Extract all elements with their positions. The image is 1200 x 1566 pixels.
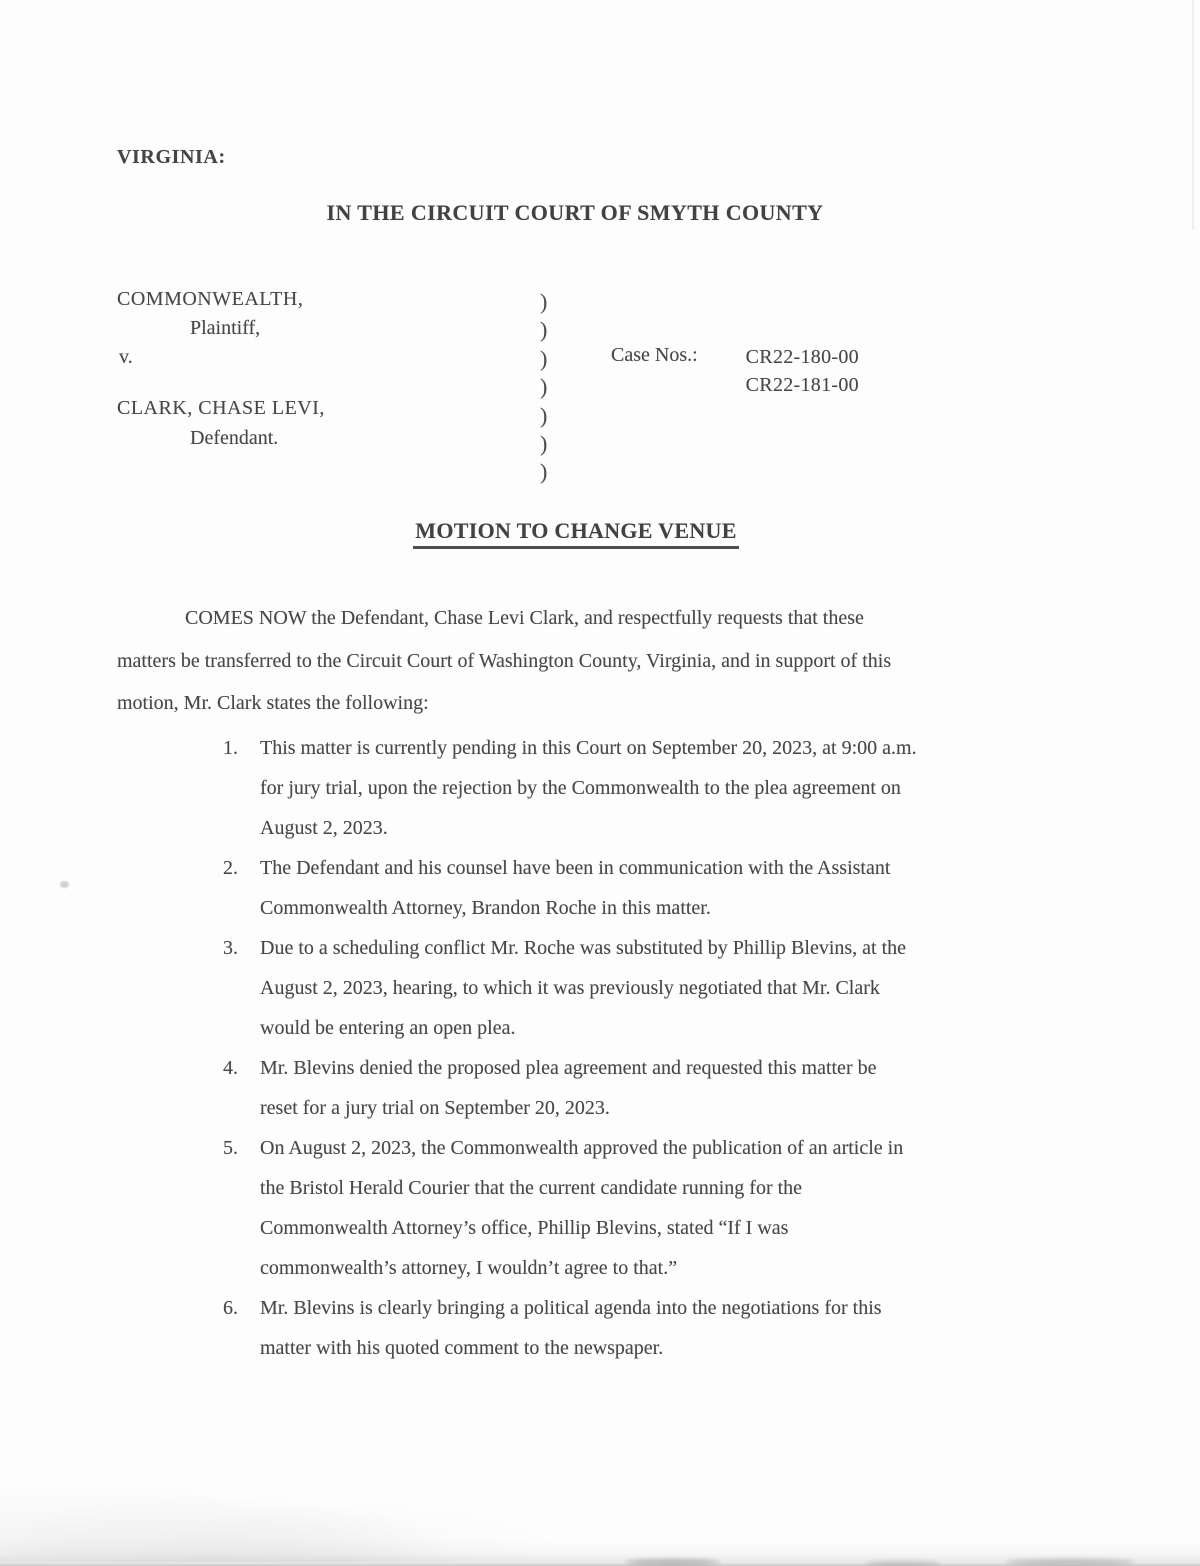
item-number: 5.	[223, 1136, 238, 1159]
item-line: The Defendant and his counsel have been in communication with the Assistant	[260, 856, 891, 879]
list-item-3	[223, 928, 1042, 1048]
defendant-role: Defendant.	[190, 427, 279, 449]
defendant-name: CLARK, CHASE LEVI,	[117, 397, 325, 419]
versus-label: v.	[119, 346, 133, 368]
item-text	[260, 848, 890, 928]
scan-smudge-artifact	[865, 1561, 940, 1566]
paragraph-line: motion, Mr. Clark states the following:	[117, 692, 429, 714]
motion-title: MOTION TO CHANGE VENUE	[413, 518, 738, 549]
caption-paren: )	[540, 402, 548, 428]
list-item-6	[223, 1288, 1042, 1368]
case-numbers-list	[746, 344, 859, 399]
list-item-1	[223, 728, 1042, 848]
case-caption	[117, 286, 1017, 496]
item-line: Due to a scheduling conflict Mr. Roche was substituted by Phillip Blevins, at the	[260, 936, 907, 959]
item-line: On August 2, 2023, the Commonwealth approved the publication of an article in	[260, 1136, 904, 1159]
scan-smudge-artifact	[1005, 1559, 1135, 1565]
item-line: This matter is currently pending in this Court on September 20, 2023, at 9:00 a.m.	[260, 736, 917, 759]
scan-speck-artifact	[60, 881, 69, 888]
item-line: Commonwealth Attorney’s office, Phillip Blevins, stated “If I was	[260, 1216, 789, 1239]
caption-paren-column	[540, 288, 547, 487]
case-number: CR22-181-00	[745, 373, 859, 396]
case-numbers-block	[611, 344, 859, 399]
caption-paren: )	[540, 345, 548, 371]
paragraph-line: COMES NOW the Defendant, Chase Levi Clark, and respectfully requests that these	[185, 607, 864, 629]
item-line: for jury trial, upon the rejection by the Commonwealth to the plea agreement on	[260, 776, 901, 799]
item-number: 2.	[223, 856, 238, 879]
item-line: Mr. Blevins is clearly bringing a political agenda into the negotiations for this	[260, 1296, 882, 1319]
item-number: 1.	[223, 736, 238, 759]
motion-body	[117, 597, 1042, 1368]
item-number: 3.	[223, 936, 238, 959]
item-line: would be entering an open plea.	[260, 1016, 516, 1039]
paragraph-line: matters be transferred to the Circuit Court of Washington County, Virginia, and in support of this	[117, 649, 892, 672]
scan-smudge-artifact	[625, 1559, 720, 1565]
item-number: 4.	[223, 1056, 238, 1079]
item-text	[260, 928, 906, 1048]
item-line: the Bristol Herald Courier that the current candidate running for the	[260, 1176, 803, 1199]
numbered-allegations-list	[117, 728, 1042, 1368]
item-line: August 2, 2023.	[260, 816, 388, 839]
list-item-4	[223, 1048, 1042, 1128]
item-line: matter with his quoted comment to the newspaper.	[260, 1336, 664, 1359]
item-text	[260, 728, 917, 848]
plaintiff-role: Plaintiff,	[190, 317, 261, 339]
item-line: commonwealth’s attorney, I wouldn’t agree to that.”	[260, 1256, 678, 1279]
case-number: CR22-180-00	[745, 346, 859, 368]
item-line: August 2, 2023, hearing, to which it was previously negotiated that Mr. Clark	[260, 976, 880, 999]
item-text	[260, 1128, 903, 1288]
item-line: reset for a jury trial on September 20, 2023.	[260, 1096, 610, 1119]
caption-paren: )	[540, 317, 548, 343]
opening-paragraph	[117, 597, 1042, 725]
state-header: VIRGINIA:	[117, 146, 226, 168]
caption-paren: )	[540, 374, 548, 400]
item-line: Commonwealth Attorney, Brandon Roche in this matter.	[260, 896, 711, 919]
caption-paren: )	[540, 459, 548, 485]
item-line: Mr. Blevins denied the proposed plea agreement and requested this matter be	[260, 1056, 877, 1079]
item-text	[260, 1288, 882, 1368]
caption-paren: )	[540, 289, 548, 314]
list-item-5	[223, 1128, 1042, 1288]
caption-paren: )	[540, 430, 548, 456]
case-numbers-label: Case Nos.:	[611, 344, 698, 366]
court-title: IN THE CIRCUIT COURT OF SMYTH COUNTY	[326, 200, 824, 225]
plaintiff-name: COMMONWEALTH,	[117, 288, 304, 310]
item-text	[260, 1048, 876, 1128]
list-item-2	[223, 848, 1042, 928]
item-number: 6.	[223, 1296, 238, 1319]
motion-title-row	[0, 518, 1152, 549]
scan-edge-line-artifact	[1192, 0, 1194, 230]
